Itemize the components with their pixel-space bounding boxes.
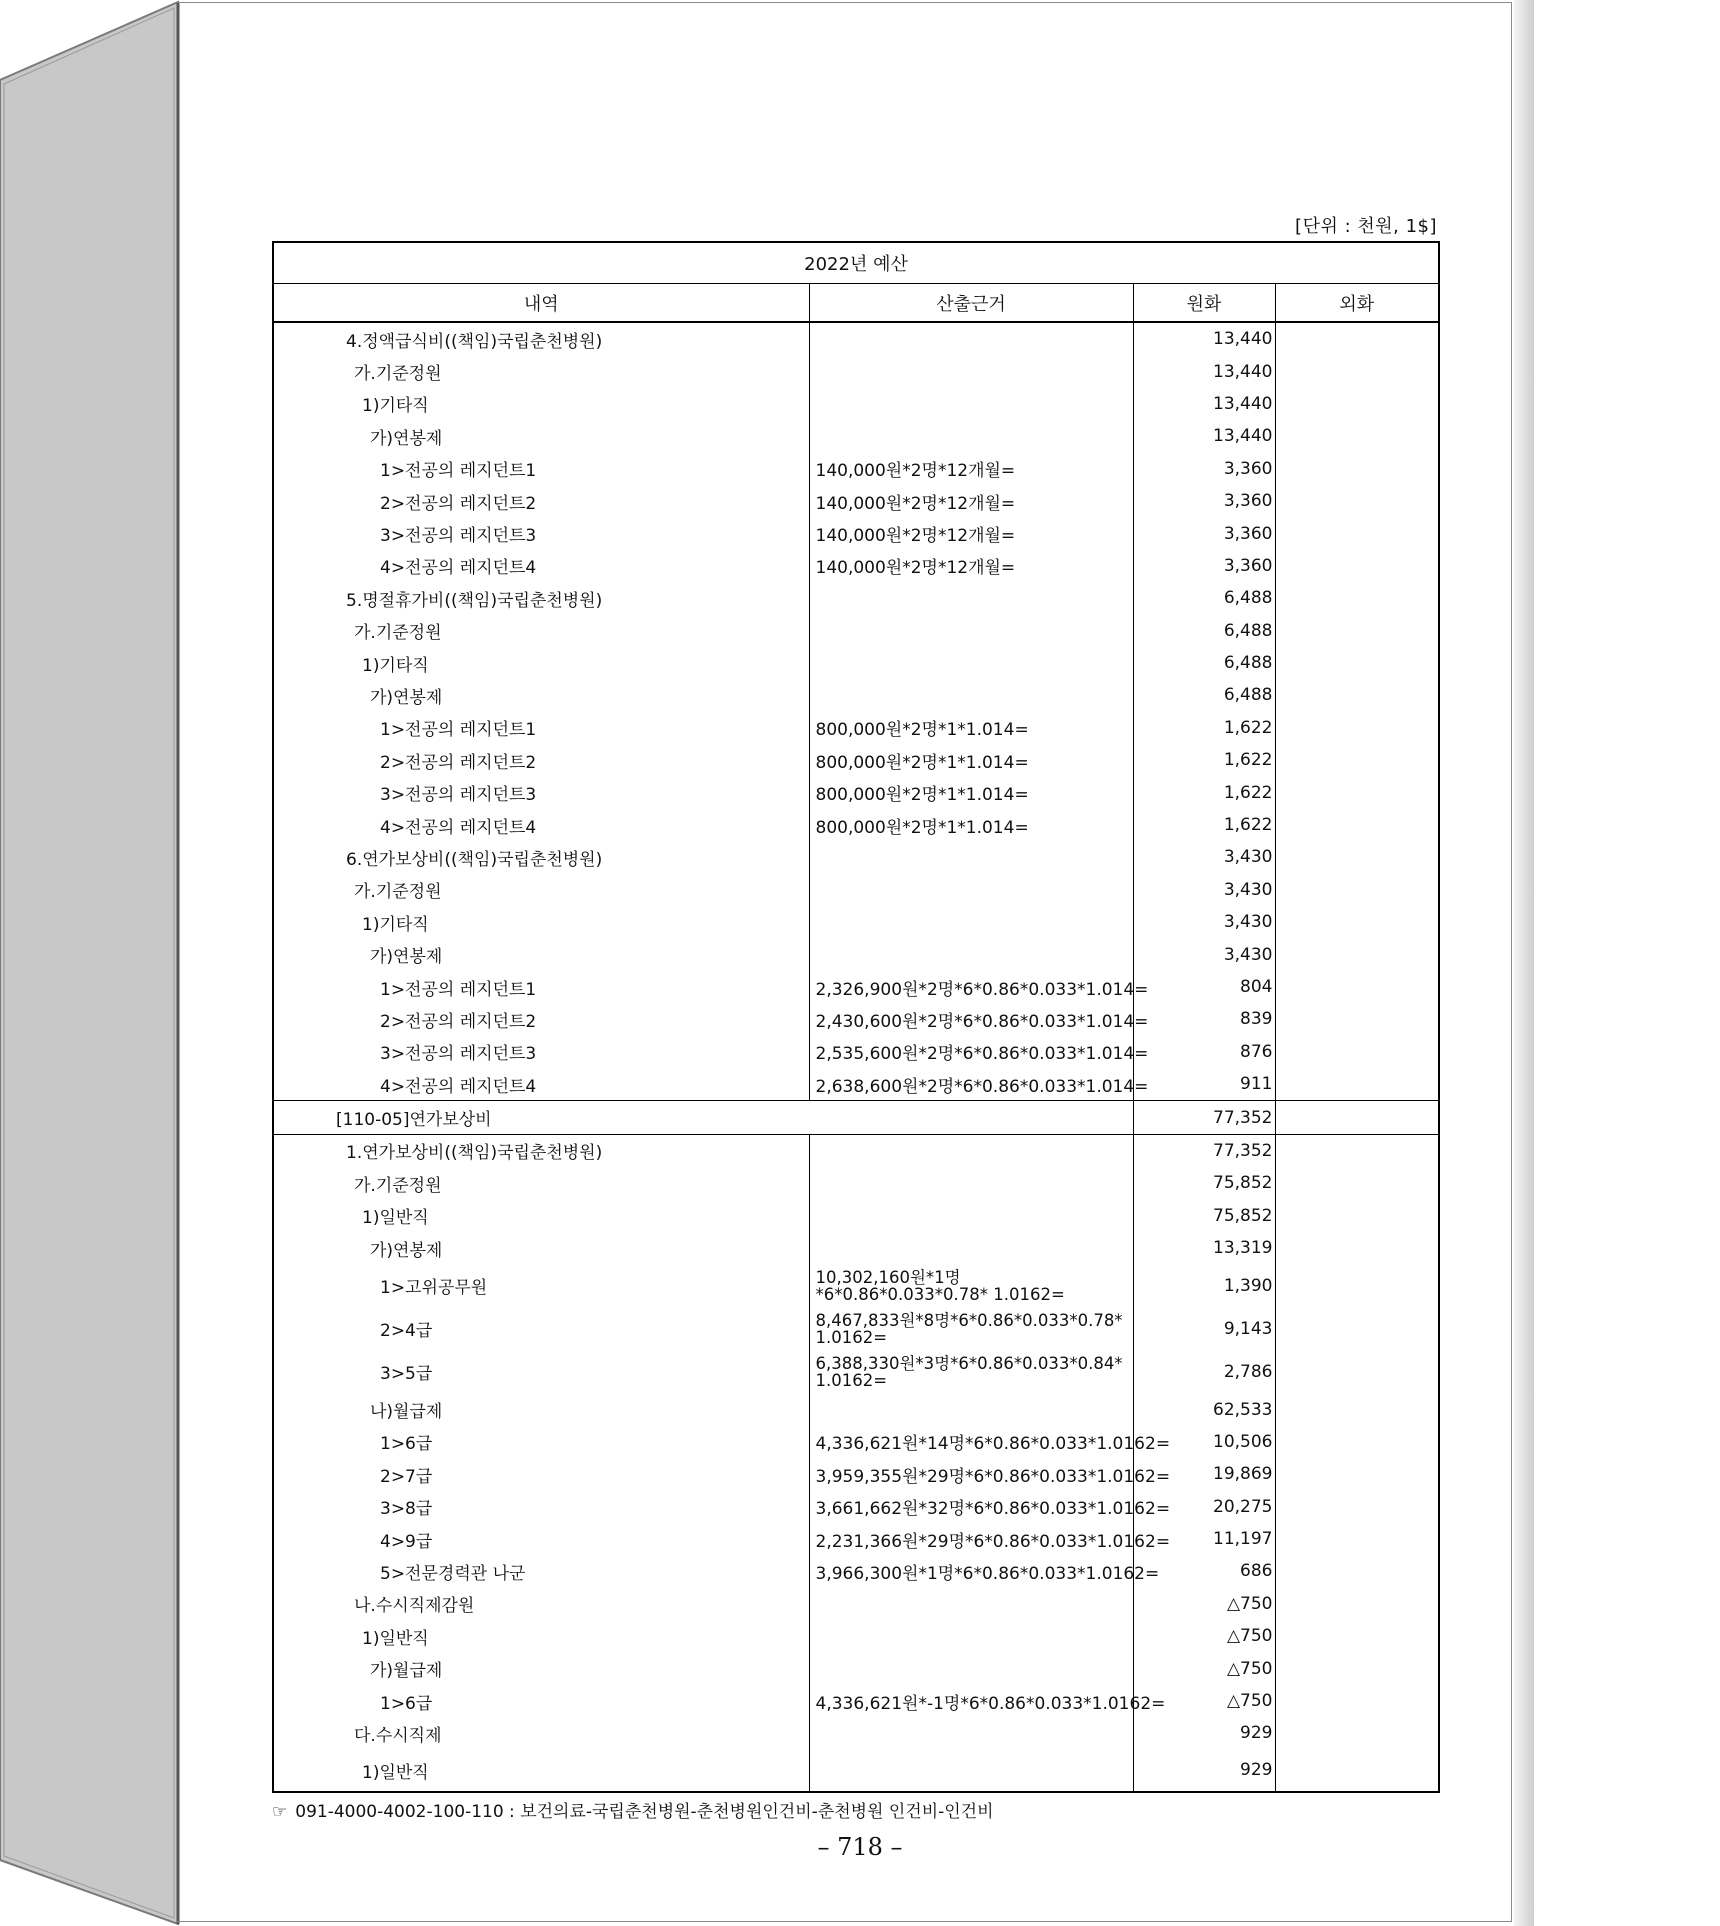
row-item: 1)일반직	[273, 1750, 809, 1792]
row-basis	[809, 1264, 1133, 1307]
row-fx	[1275, 322, 1439, 355]
row-fx	[1275, 1036, 1439, 1068]
subtotal-krw: 77,352	[1133, 1101, 1275, 1134]
table-row	[273, 1685, 1439, 1717]
row-krw: 6,488	[1133, 615, 1275, 647]
row-basis: 140,000원*2명*12개월=	[809, 485, 1133, 517]
row-basis: 800,000원*2명*1*1.014=	[809, 744, 1133, 776]
row-item: 5>전문경력관 나군	[273, 1555, 809, 1587]
row-item: 다.수시직제	[273, 1717, 809, 1749]
table-row	[273, 420, 1439, 452]
row-krw: 11,197	[1133, 1523, 1275, 1555]
row-item: 2>전공의 레지던트2	[273, 744, 809, 776]
row-fx	[1275, 485, 1439, 517]
row-fx	[1275, 420, 1439, 452]
page-edge-shadow	[1514, 0, 1534, 1926]
row-basis	[809, 355, 1133, 387]
row-fx	[1275, 647, 1439, 679]
row-krw: △750	[1133, 1685, 1275, 1717]
row-item: 2>전공의 레지던트2	[273, 1003, 809, 1035]
row-krw: 1,622	[1133, 809, 1275, 841]
column-header-krw: 원화	[1133, 284, 1275, 323]
budget-table	[272, 241, 1440, 1793]
row-item: 6.연가보상비((책임)국립춘천병원)	[273, 841, 809, 873]
row-fx	[1275, 1523, 1439, 1555]
row-fx	[1275, 1068, 1439, 1101]
row-basis: 2,535,600원*2명*6*0.86*0.033*1.014=	[809, 1036, 1133, 1068]
row-fx	[1275, 1491, 1439, 1523]
row-fx	[1275, 1232, 1439, 1264]
row-krw: 2,786	[1133, 1350, 1275, 1393]
table-row	[273, 355, 1439, 387]
row-basis: 800,000원*2명*1*1.014=	[809, 776, 1133, 808]
row-basis: 2,231,366원*29명*6*0.86*0.033*1.0162=	[809, 1523, 1133, 1555]
row-krw: 13,440	[1133, 355, 1275, 387]
row-fx	[1275, 938, 1439, 970]
row-item: 3>전공의 레지던트3	[273, 1036, 809, 1068]
pointing-hand-icon: ☞	[272, 1802, 288, 1822]
row-basis	[809, 647, 1133, 679]
table-row	[273, 679, 1439, 711]
row-krw: 6,488	[1133, 582, 1275, 614]
footnote	[272, 1797, 994, 1822]
table-row	[273, 388, 1439, 420]
row-krw: 3,360	[1133, 550, 1275, 582]
row-item: 1)기타직	[273, 647, 809, 679]
row-krw: 1,622	[1133, 744, 1275, 776]
row-basis-text: 10,302,160원*1명*6*0.86*0.033*0.78* 1.0162=	[815, 1267, 1065, 1304]
row-krw: 1,622	[1133, 776, 1275, 808]
row-basis	[809, 1652, 1133, 1684]
row-krw: 839	[1133, 1003, 1275, 1035]
row-basis	[809, 841, 1133, 873]
table-row	[273, 1750, 1439, 1792]
row-item: 2>4급	[273, 1307, 809, 1350]
table-row	[273, 517, 1439, 549]
table-row	[273, 647, 1439, 679]
row-krw: 6,488	[1133, 679, 1275, 711]
row-fx	[1275, 744, 1439, 776]
row-krw: 6,488	[1133, 647, 1275, 679]
table-row	[273, 1350, 1439, 1393]
row-basis	[809, 679, 1133, 711]
row-basis	[809, 322, 1133, 355]
row-item: 1>전공의 레지던트1	[273, 971, 809, 1003]
row-krw: 3,360	[1133, 453, 1275, 485]
row-fx	[1275, 550, 1439, 582]
row-item: 1>전공의 레지던트1	[273, 453, 809, 485]
row-item: 4>9급	[273, 1523, 809, 1555]
row-item: 1)기타직	[273, 906, 809, 938]
row-basis	[809, 1717, 1133, 1749]
row-fx	[1275, 906, 1439, 938]
row-krw: 13,319	[1133, 1232, 1275, 1264]
row-basis: 4,336,621원*14명*6*0.86*0.033*1.0162=	[809, 1426, 1133, 1458]
table-row	[273, 1555, 1439, 1587]
table-row	[273, 322, 1439, 355]
table-row	[273, 1200, 1439, 1232]
row-fx	[1275, 679, 1439, 711]
row-krw: 13,440	[1133, 388, 1275, 420]
row-fx	[1275, 1588, 1439, 1620]
row-item: 가.기준정원	[273, 615, 809, 647]
row-basis	[809, 1620, 1133, 1652]
row-item: 1)기타직	[273, 388, 809, 420]
row-krw: 75,852	[1133, 1167, 1275, 1199]
table-row	[273, 1588, 1439, 1620]
row-krw: 929	[1133, 1750, 1275, 1792]
table-row	[273, 485, 1439, 517]
row-fx	[1275, 355, 1439, 387]
row-krw: 686	[1133, 1555, 1275, 1587]
row-fx	[1275, 712, 1439, 744]
row-krw: 876	[1133, 1036, 1275, 1068]
table-row	[273, 1523, 1439, 1555]
row-item: 1>고위공무원	[273, 1264, 809, 1307]
table-row	[273, 582, 1439, 614]
row-krw: 13,440	[1133, 420, 1275, 452]
row-fx	[1275, 1264, 1439, 1307]
table-row	[273, 809, 1439, 841]
table-row	[273, 906, 1439, 938]
table-row	[273, 615, 1439, 647]
row-krw: △750	[1133, 1652, 1275, 1684]
table-row	[273, 1264, 1439, 1307]
column-header-item: 내역	[273, 284, 809, 323]
row-fx	[1275, 971, 1439, 1003]
row-basis	[809, 1167, 1133, 1199]
row-krw: 20,275	[1133, 1491, 1275, 1523]
page-number: – 718 –	[817, 1833, 903, 1861]
row-basis	[809, 938, 1133, 970]
footnote-text: 091-4000-4002-100-110 : 보건의료-국립춘천병원-춘천병원인건비-춘천병원 인건비-인건비	[295, 1802, 994, 1822]
row-krw: 911	[1133, 1068, 1275, 1101]
row-krw: 3,430	[1133, 906, 1275, 938]
row-basis: 4,336,621원*-1명*6*0.86*0.033*1.0162=	[809, 1685, 1133, 1717]
row-fx	[1275, 1134, 1439, 1167]
table-row	[273, 453, 1439, 485]
column-header-basis: 산출근거	[809, 284, 1133, 323]
row-basis	[809, 1200, 1133, 1232]
table-row	[273, 874, 1439, 906]
row-item: 3>전공의 레지던트3	[273, 776, 809, 808]
row-krw: 62,533	[1133, 1393, 1275, 1425]
row-basis	[809, 1232, 1133, 1264]
table-row	[273, 550, 1439, 582]
row-fx	[1275, 1555, 1439, 1587]
row-item: 2>7급	[273, 1458, 809, 1490]
row-basis: 140,000원*2명*12개월=	[809, 453, 1133, 485]
column-header-fx: 외화	[1275, 284, 1439, 323]
row-basis-text: 8,467,833원*8명*6*0.86*0.033*0.78* 1.0162=	[815, 1310, 1123, 1347]
row-krw: 10,506	[1133, 1426, 1275, 1458]
row-item: 4.정액급식비((책임)국립춘천병원)	[273, 322, 809, 355]
row-item: 4>전공의 레지던트4	[273, 550, 809, 582]
table-body-subtotal	[273, 1101, 1439, 1134]
row-krw: △750	[1133, 1620, 1275, 1652]
row-basis: 800,000원*2명*1*1.014=	[809, 712, 1133, 744]
row-item: 3>전공의 레지던트3	[273, 517, 809, 549]
table-row	[273, 1003, 1439, 1035]
row-item: 가)연봉제	[273, 938, 809, 970]
row-basis: 3,959,355원*29명*6*0.86*0.033*1.0162=	[809, 1458, 1133, 1490]
row-basis	[809, 1750, 1133, 1792]
table-row	[273, 841, 1439, 873]
unit-label: [단위 : 천원, 1$]	[1295, 216, 1437, 237]
row-krw: △750	[1133, 1588, 1275, 1620]
row-item: 가)연봉제	[273, 1232, 809, 1264]
row-basis: 3,966,300원*1명*6*0.86*0.033*1.0162=	[809, 1555, 1133, 1587]
row-fx	[1275, 1652, 1439, 1684]
row-basis	[809, 388, 1133, 420]
row-krw: 804	[1133, 971, 1275, 1003]
table-row	[273, 1134, 1439, 1167]
row-item: 4>전공의 레지던트4	[273, 809, 809, 841]
table-row	[273, 1307, 1439, 1350]
row-item: 가)연봉제	[273, 679, 809, 711]
row-basis	[809, 1307, 1133, 1350]
row-item: 나)월급제	[273, 1393, 809, 1425]
row-item: 나.수시직제감원	[273, 1588, 809, 1620]
row-fx	[1275, 1350, 1439, 1393]
row-basis: 2,430,600원*2명*6*0.86*0.033*1.014=	[809, 1003, 1133, 1035]
row-basis: 2,326,900원*2명*6*0.86*0.033*1.014=	[809, 971, 1133, 1003]
row-fx	[1275, 1200, 1439, 1232]
row-basis-text: 6,388,330원*3명*6*0.86*0.033*0.84* 1.0162=	[815, 1353, 1123, 1390]
row-fx	[1275, 1685, 1439, 1717]
row-item: 가.기준정원	[273, 874, 809, 906]
table-row	[273, 776, 1439, 808]
row-fx	[1275, 1393, 1439, 1425]
row-basis	[809, 1350, 1133, 1393]
row-krw: 77,352	[1133, 1134, 1275, 1167]
table-row	[273, 1717, 1439, 1749]
row-item: 1>전공의 레지던트1	[273, 712, 809, 744]
row-fx	[1275, 874, 1439, 906]
table-row	[273, 1458, 1439, 1490]
row-item: 가)연봉제	[273, 420, 809, 452]
row-krw: 13,440	[1133, 322, 1275, 355]
year-header: 2022년 예산	[273, 242, 1439, 284]
row-basis: 2,638,600원*2명*6*0.86*0.033*1.014=	[809, 1068, 1133, 1101]
row-fx	[1275, 453, 1439, 485]
row-fx	[1275, 582, 1439, 614]
row-basis	[809, 1588, 1133, 1620]
row-item: 1>6급	[273, 1685, 809, 1717]
row-item: 4>전공의 레지던트4	[273, 1068, 809, 1101]
row-fx	[1275, 1307, 1439, 1350]
row-fx	[1275, 1620, 1439, 1652]
row-item: 가)월급제	[273, 1652, 809, 1684]
subtotal-item: [110-05]연가보상비	[273, 1101, 1133, 1134]
row-item: 3>8급	[273, 1491, 809, 1523]
row-basis	[809, 874, 1133, 906]
row-fx	[1275, 841, 1439, 873]
row-basis: 140,000원*2명*12개월=	[809, 550, 1133, 582]
row-krw: 9,143	[1133, 1307, 1275, 1350]
row-fx	[1275, 1750, 1439, 1792]
row-krw: 75,852	[1133, 1200, 1275, 1232]
row-basis	[809, 906, 1133, 938]
row-item: 1>6급	[273, 1426, 809, 1458]
table-row	[273, 1232, 1439, 1264]
row-basis	[809, 1134, 1133, 1167]
row-krw: 3,430	[1133, 841, 1275, 873]
table-row	[273, 1491, 1439, 1523]
row-item: 가.기준정원	[273, 355, 809, 387]
table-row	[273, 1393, 1439, 1425]
table-row	[273, 1652, 1439, 1684]
row-fx	[1275, 1003, 1439, 1035]
row-basis: 3,661,662원*32명*6*0.86*0.033*1.0162=	[809, 1491, 1133, 1523]
row-basis	[809, 582, 1133, 614]
row-item: 2>전공의 레지던트2	[273, 485, 809, 517]
row-krw: 19,869	[1133, 1458, 1275, 1490]
table-row	[273, 1426, 1439, 1458]
row-fx	[1275, 1426, 1439, 1458]
table-row	[273, 971, 1439, 1003]
book-binding-decoration	[0, 0, 200, 1926]
row-fx	[1275, 517, 1439, 549]
row-item: 1.연가보상비((책임)국립춘천병원)	[273, 1134, 809, 1167]
table-row	[273, 744, 1439, 776]
row-krw: 3,430	[1133, 938, 1275, 970]
row-item: 5.명절휴가비((책임)국립춘천병원)	[273, 582, 809, 614]
row-fx	[1275, 1458, 1439, 1490]
table-row	[273, 1167, 1439, 1199]
table-row	[273, 712, 1439, 744]
row-krw: 1,622	[1133, 712, 1275, 744]
row-item: 1)일반직	[273, 1200, 809, 1232]
table-row	[273, 1068, 1439, 1101]
row-item: 1)일반직	[273, 1620, 809, 1652]
row-krw: 1,390	[1133, 1264, 1275, 1307]
row-fx	[1275, 1167, 1439, 1199]
row-krw: 3,360	[1133, 517, 1275, 549]
row-basis	[809, 420, 1133, 452]
row-fx	[1275, 809, 1439, 841]
row-item: 3>5급	[273, 1350, 809, 1393]
subtotal-fx	[1275, 1101, 1439, 1134]
row-krw: 929	[1133, 1717, 1275, 1749]
row-basis	[809, 1393, 1133, 1425]
row-krw: 3,430	[1133, 874, 1275, 906]
table-row	[273, 1620, 1439, 1652]
table-body-section-2	[273, 1134, 1439, 1791]
row-basis	[809, 615, 1133, 647]
row-krw: 3,360	[1133, 485, 1275, 517]
row-fx	[1275, 1717, 1439, 1749]
table-body-section-1	[273, 322, 1439, 1101]
row-item: 가.기준정원	[273, 1167, 809, 1199]
row-fx	[1275, 776, 1439, 808]
row-basis: 140,000원*2명*12개월=	[809, 517, 1133, 549]
row-fx	[1275, 615, 1439, 647]
table-row	[273, 938, 1439, 970]
row-fx	[1275, 388, 1439, 420]
table-row	[273, 1036, 1439, 1068]
row-basis: 800,000원*2명*1*1.014=	[809, 809, 1133, 841]
subtotal-row	[273, 1101, 1439, 1134]
